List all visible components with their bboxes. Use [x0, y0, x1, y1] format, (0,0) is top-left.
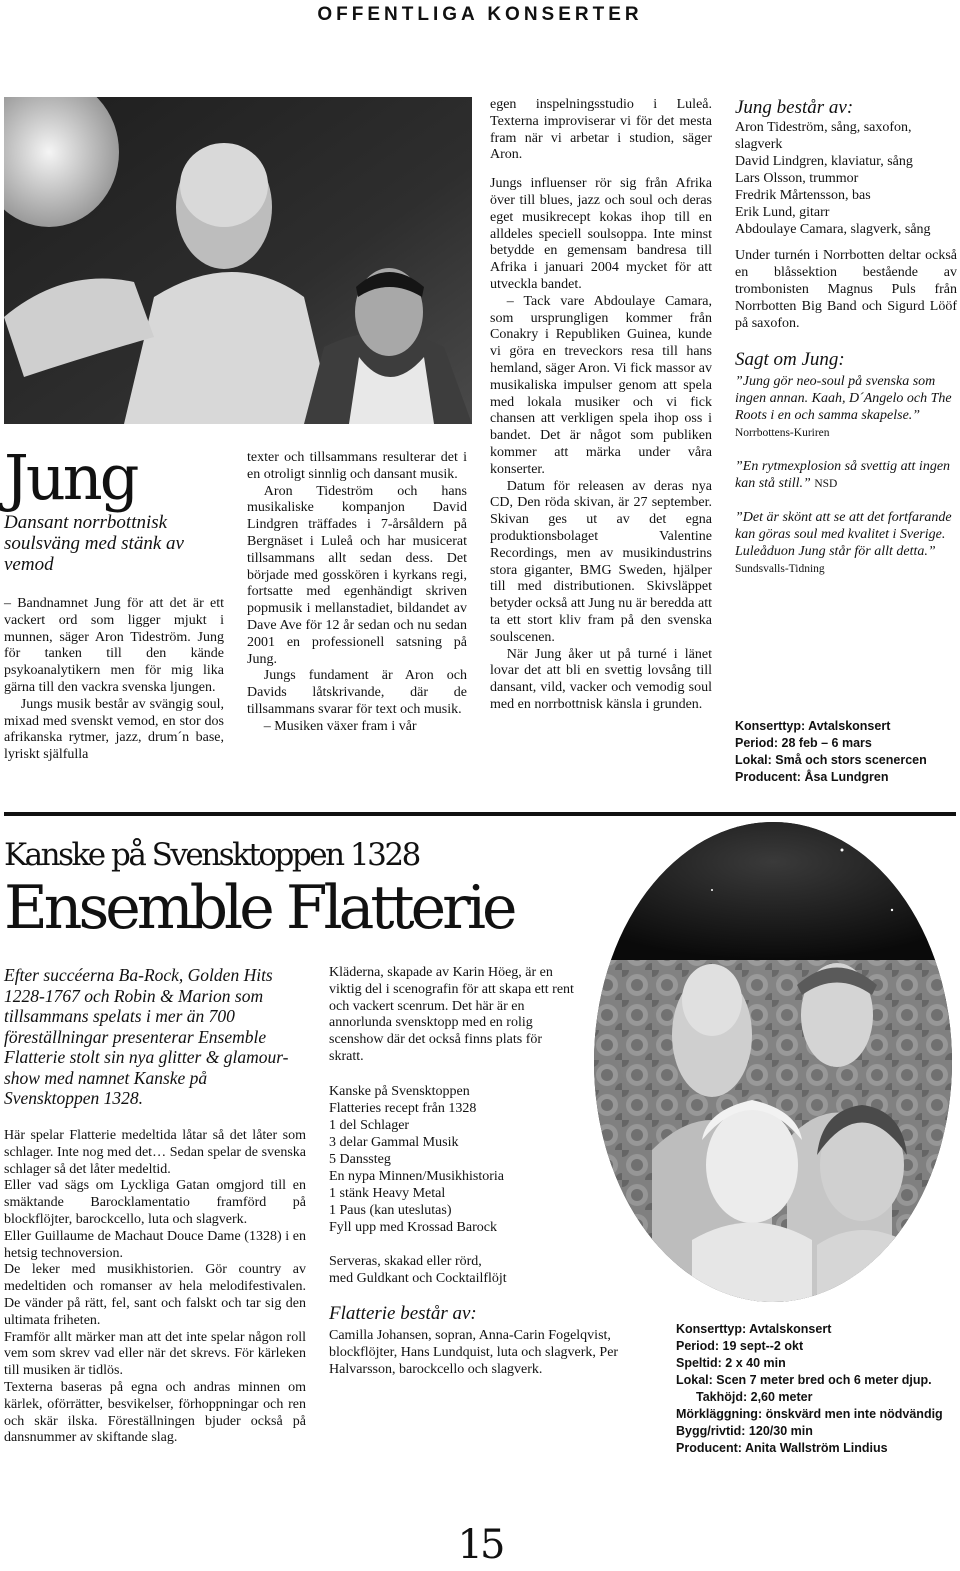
quote-text: ”Jung gör neo-soul på svenska som ingen annan. Kaah, D´Angelo och The Roots i en och samma skapelse.”: [735, 374, 952, 423]
paragraph: Här spelar Flatterie medeltida låtar så det låter som schlager. Inte nog med det… Sedan spelar de svenska schlager så det låter medeltid.: [4, 1128, 306, 1177]
jung-quote: [735, 509, 957, 578]
paragraph: När Jung åker ut på turné i länet lovar det att bli en svettig lovsång till dansant, vild, vacker och vemodig soul med en norrbottnisk känsla i grunden.: [490, 646, 712, 712]
info-line: Bygg/rivtid: 120/30 min: [676, 1424, 813, 1438]
jung-tour-text: Under turnén i Norrbotten deltar också en blåssektion bestående av trombonisten Magnus Puls från Norrbotten Big Band och Sigurd Lööf på saxofon.: [735, 248, 957, 331]
flatterie-middle-column: [329, 965, 619, 1378]
quote-source: NSD: [814, 478, 838, 490]
jung-column-1: [4, 596, 224, 764]
paragraph: Framför allt märker man att det inte spelar någon roll vem som skrev vad eller när det skrevs. För kärleken till musiken är tidlös.: [4, 1329, 306, 1379]
flatterie-title: Ensemble Flatterie: [4, 873, 514, 943]
jung-concert-info: [735, 718, 957, 786]
paragraph: Datum för releasen av deras nya CD, Den röda skivan, är 27 september. Skivan ges ut av det egna produktionsbolaget Valentine Recordings, men av musikindustrins stora giganter, BMG Sweden, hjälper till med distributionen. Skivsläppet betyder också att Jung nu är beredda att ta ett stort kliv fram på den svenska soulscenen.: [490, 478, 712, 645]
serving-text: Serveras, skakad eller rörd, med Guldkant och Cocktailflöjt: [329, 1253, 507, 1286]
flatterie-body: [4, 1128, 306, 1447]
info-line: Lokal: Små och stors scenercen: [735, 753, 927, 767]
info-line: Producent: Anita Wallström Lindius: [676, 1441, 888, 1455]
jung-column-2: [247, 450, 467, 736]
section-divider: [4, 812, 956, 816]
info-line: Producent: Åsa Lundgren: [735, 770, 889, 784]
jung-quote: [735, 373, 957, 442]
page-number: 15: [457, 1522, 503, 1568]
paragraph: – Bandnamnet Jung för att det är ett vackert ord som ligger mjukt i munnen, säger Aron Tideström. Jung för tanken till den kände psykoanalytikern men för mig lika gärna till den vackra svenska ljungen.: [4, 596, 224, 695]
quote-text: ”Det är skönt att se att det fortfarande kan göras soul med kvalitet i Sverige. Luleåduon Jung står för allt detta.”: [735, 510, 952, 559]
paragraph: Aron Tideström och hans musikaliske kompanjon David Lindgren träffades i 7-årsåldern på Bergnäset i Luleå och har musicerat tillsammans allt sedan dess. Det började med gosskören i kyrkans regi, fortsatte med egenhändigt skriven popmusik i mellanstadiet, bildandet av Dave Ave för 12 år sedan och nu sedan 2001 en professionell satsning på Jung.: [247, 483, 467, 667]
paragraph: egen inspelningsstudio i Luleå. Texterna improviserar vi för det mesta fram när vi arbetar i studion, säger Aron.: [490, 97, 712, 163]
info-line: Speltid: 2 x 40 min: [676, 1356, 786, 1370]
flatterie-concert-info: [676, 1321, 956, 1457]
paragraph: – Musiken växer fram i vår: [263, 718, 417, 734]
quote-text: ”En rytmexplosion så svettig att ingen kan stå still.”: [735, 459, 951, 491]
paragraph: – Tack vare Abdoulaye Camara, som ursprungligen kommer från Conakry i Republiken Guinea, kunde vi göra en treveckors resa till hans hemland, säger Aron. Vi fick massor av musikaliska impulser genom att spela med lokala musiker och vi fick chansen att verkligen spela ihop oss i bandet. Det är något som publiken kommer att märka under våra konserter.: [490, 293, 712, 477]
info-line: Konserttyp: Avtalskonsert: [676, 1322, 832, 1336]
info-line: Mörkläggning: önskvärd men inte nödvändig: [676, 1407, 943, 1421]
paragraph: De leker med musikhistorien. Gör country av medeltiden och romanser av hela melodifestivalen. De vänder på rätt, fel, sant och falskt och tar sig den ultimata friheten.: [4, 1262, 306, 1328]
jung-column-3: [490, 97, 712, 714]
flatterie-members-heading: Flatterie består av:: [329, 1302, 477, 1324]
flatterie-subtitle: Kanske på Svensktoppen 1328: [4, 837, 419, 873]
info-line: Konserttyp: Avtalskonsert: [735, 719, 891, 733]
band-photo-illustration: [4, 97, 472, 424]
paragraph: Jungs fundament är Aron och Davids låtskrivande, där de tillsammans svarar för text och musik.: [247, 668, 467, 717]
costume-text: Kläderna, skapade av Karin Höeg, är en viktig del i scenografin för att skapa ett rent och vackert scenrum. Det här är en annorlunda svensktopp med en rolig scenshow där det också finns plats för skratt.: [329, 965, 574, 1064]
jung-sidebar: [735, 97, 957, 578]
info-line: Lokal: Scen 7 meter bred och 6 meter djup.: [676, 1373, 932, 1387]
paragraph: Texterna baseras på egna och andras minnen om kärlek, oförrätter, besvikelser, förhoppningar och ren och skär ilska. Föreställningen bjuder också på dansnummer av skiftande slag.: [4, 1379, 306, 1446]
paragraph: Eller Guillaume de Machaut Douce Dame (1328) i en hetsig technoversion.: [4, 1228, 306, 1261]
jung-quotes-heading: Sagt om Jung:: [735, 349, 845, 370]
quote-source: Norrbottens-Kuriren: [735, 427, 830, 439]
info-line: Period: 28 feb – 6 mars: [735, 736, 872, 750]
paragraph: Jungs musik består av svängig soul, mixad med svenskt vemod, en stor dos afrikanska rytmer, jazz, drum´n base, lyriskt själfulla: [4, 696, 224, 763]
flatterie-deck: Efter succéerna Ba-Rock, Golden Hits 1228-1767 och Robin & Marion som tillsammans spelats i mer än 700 föreställningar presenterar Ensemble Flatterie stolt sin nya glitter & glamour-show med namnet Kanske på Svensktoppen 1328.: [4, 965, 289, 1108]
jung-deck: Dansant norrbottnisk soulsväng med stänk av vemod: [4, 512, 184, 575]
ensemble-photo-illustration: [592, 820, 954, 1305]
jung-title: Jung: [4, 441, 137, 514]
quote-source: Sundsvalls-Tidning: [735, 563, 825, 575]
flatterie-ensemble-photo: [592, 820, 954, 1305]
info-line: Takhöjd: 2,60 meter: [696, 1390, 813, 1404]
recipe-list: Kanske på Svensktoppen Flatteries recept från 1328 1 del Schlager 3 delar Gammal Musik 5 Danssteg En nypa Minnen/Musikhistoria 1 stänk Heavy Metal 1 Paus (kan uteslutas) Fyll upp med Krossad Barock: [329, 1083, 504, 1235]
paragraph: texter och tillsammans resulterar det i en otroligt sinnlig och dansant musik.: [247, 450, 467, 482]
paragraph: Eller vad sägs om Lyckliga Gatan omgjord till en smäktande Barocklamentatio framförd på blockflöjter, barockcello, luta och slagverk.: [4, 1178, 306, 1227]
jung-band-photo: [4, 97, 472, 424]
info-line: Period: 19 sept--2 okt: [676, 1339, 804, 1353]
section-header: OFFENTLIGA KONSERTER: [317, 4, 643, 25]
jung-members-heading: Jung består av:: [735, 97, 854, 118]
flatterie-members-list: Camilla Johansen, sopran, Anna-Carin Fogelqvist, blockflöjter, Hans Lundquist, luta och slagverk, Per Halvarsson, barockcello och slagverk.: [329, 1327, 619, 1377]
paragraph: Jungs influenser rör sig från Afrika över till blues, jazz och soul och deras eget musikrecept kokas ihop till en alldeles speciell soulsoppa. Inte minst betydde en gemensam bandresa till Afrika i januari 2004 mycket för att utveckla bandet.: [490, 176, 712, 292]
jung-members-list: Aron Tideström, sång, saxofon, slagverk David Lindgren, klaviatur, sång Lars Olsson, trummor Fredrik Mårtensson, bas Erik Lund, gitarr Abdoulaye Camara, slagverk, sång: [735, 120, 931, 237]
jung-quote: [735, 458, 957, 493]
